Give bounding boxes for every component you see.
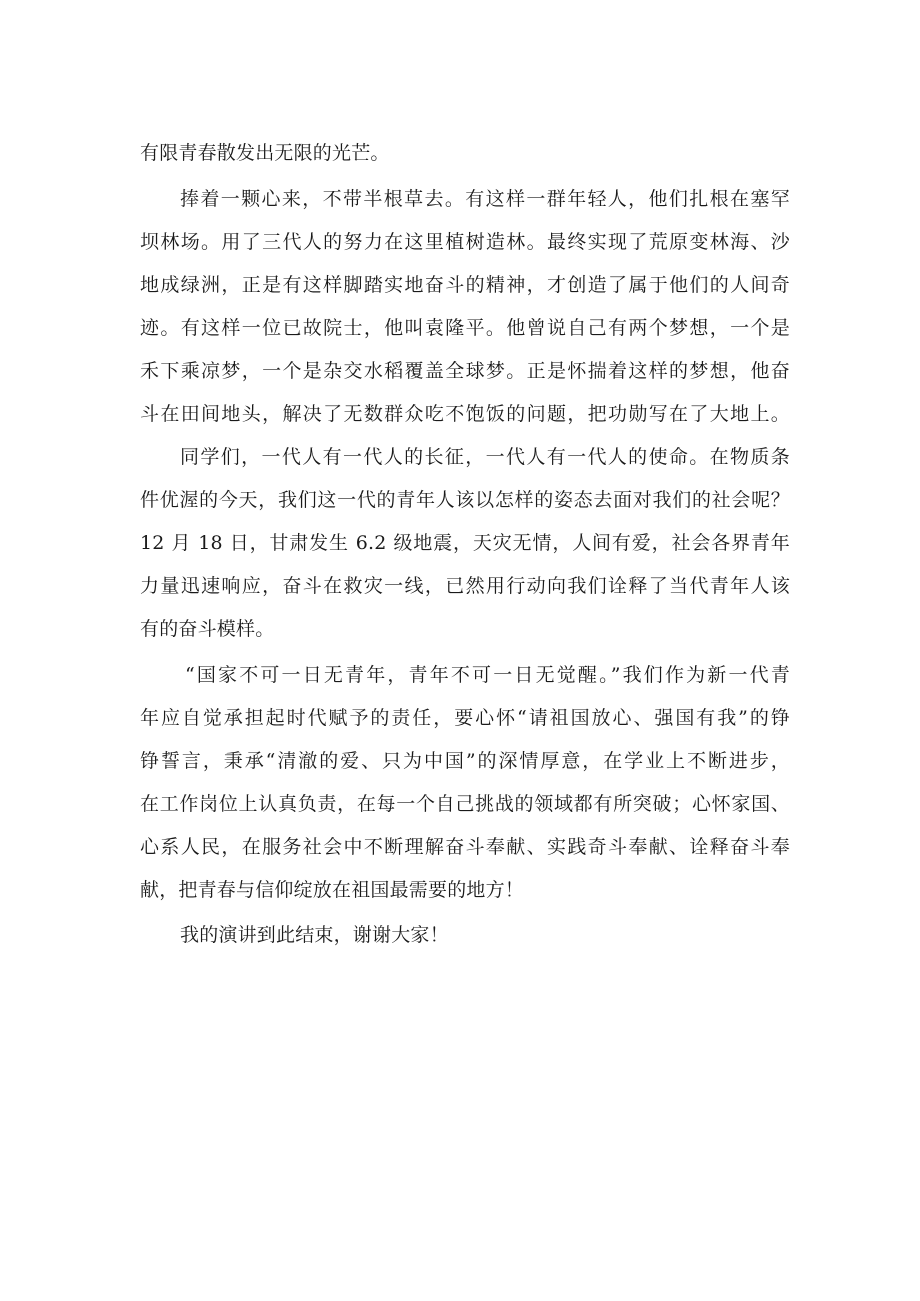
text-line: 心系人民，在服务社会中不断理解奋斗奉献、实践奇斗奉献、诠释奋斗奉 bbox=[140, 836, 790, 858]
text-line: 力量迅速响应，奋斗在救灾一线，已然用行动向我们诠释了当代青年人该 bbox=[140, 575, 790, 597]
text-line: 件优渥的今天，我们这一代的青年人该以怎样的姿态去面对我们的社会呢？ bbox=[140, 489, 790, 511]
text-line: 斗在田间地头，解决了无数群众吃不饱饭的问题，把功勋写在了大地上。 bbox=[140, 403, 790, 425]
text-line: 在工作岗位上认真负责，在每一个自己挑战的领域都有所突破；心怀家国、 bbox=[140, 793, 790, 815]
text-line: 捧着一颗心来，不带半根草去。有这样一群年轻人，他们扎根在塞罕 bbox=[180, 188, 790, 210]
text-line: 年应自觉承担起时代赋予的责任，要心怀“请祖国放心、强国有我”的铮 bbox=[140, 707, 790, 729]
text-line: 迹。有这样一位已故院士，他叫袁隆平。他曾说自己有两个梦想，一个是 bbox=[140, 317, 790, 339]
text-line: 铮誓言，秉承“清澈的爱、只为中国”的深情厚意，在学业上不断进步， bbox=[140, 750, 790, 772]
text-line: “国家不可一日无青年，青年不可一日无觉醒。”我们作为新一代青 bbox=[185, 664, 790, 686]
text-line: 有的奋斗模样。 bbox=[140, 618, 275, 640]
text-line: 坝林场。用了三代人的努力在这里植树造林。最终实现了荒原变林海、沙 bbox=[140, 231, 790, 253]
text-line: 我的演讲到此结束，谢谢大家！ bbox=[180, 924, 449, 946]
text-line: 同学们，一代人有一代人的长征，一代人有一代人的使命。在物质条 bbox=[180, 446, 790, 468]
text-line: 禾下乘凉梦，一个是杂交水稻覆盖全球梦。正是怀揣着这样的梦想，他奋 bbox=[140, 360, 790, 382]
text-line: 献，把青春与信仰绽放在祖国最需要的地方！ bbox=[140, 879, 525, 901]
text-line: 12 月 18 日，甘肃发生 6.2 级地震，天灾无情，人间有爱，社会各界青年 bbox=[140, 532, 790, 554]
text-line: 有限青春散发出无限的光芒。 bbox=[140, 142, 390, 164]
text-line: 地成绿洲，正是有这样脚踏实地奋斗的精神，才创造了属于他们的人间奇 bbox=[140, 274, 790, 296]
